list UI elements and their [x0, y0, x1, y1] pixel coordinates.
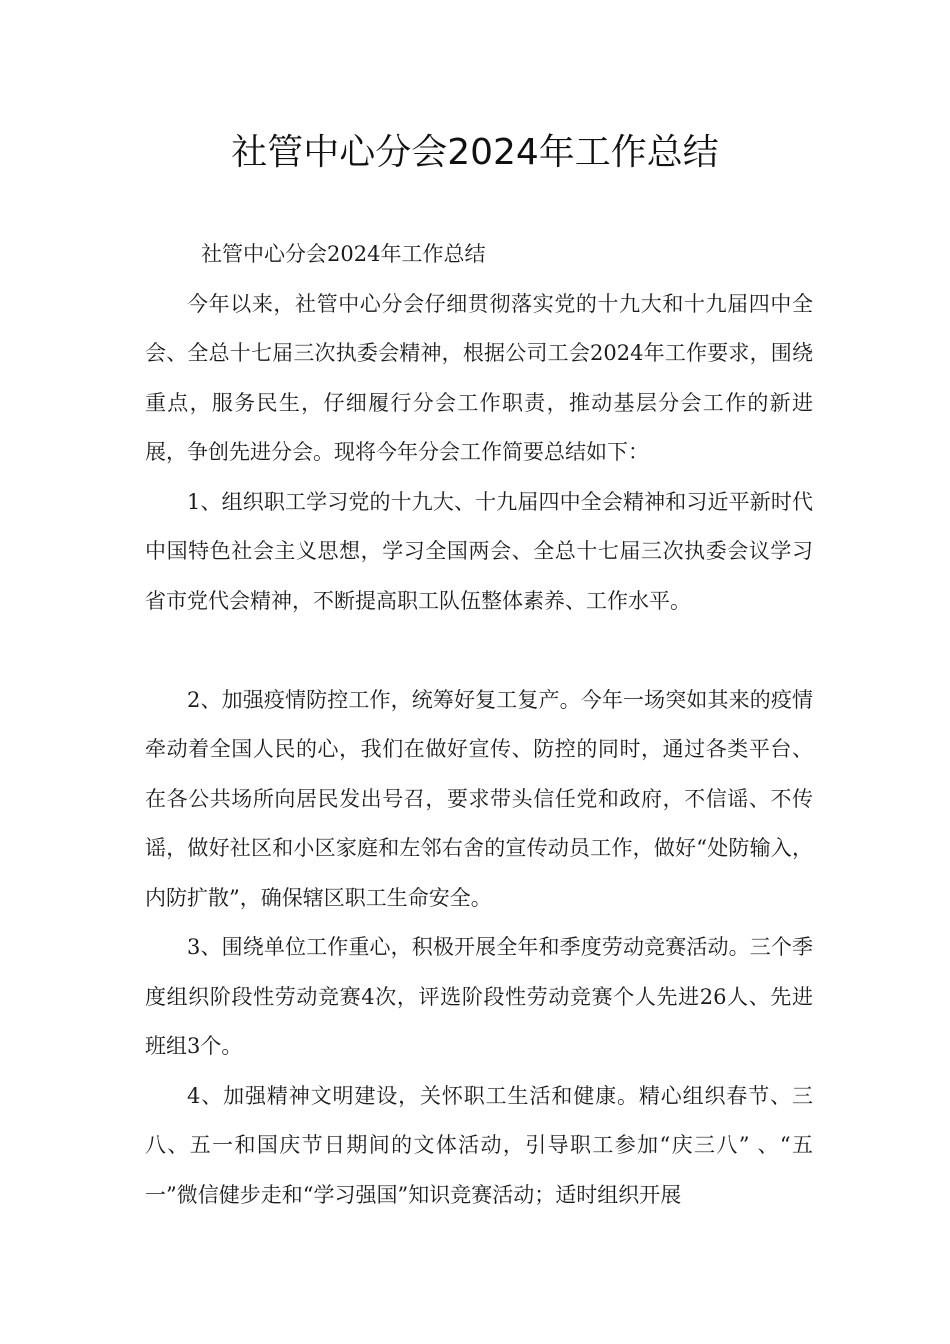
document-body: [145, 230, 813, 1220]
paragraph-item-1: 1、组织职工学习党的十九大、十九届四中全会精神和习近平新时代中国特色社会主义思想，学习全国两会、全总十七届三次执委会议学习省市党代会精神，不断提高职工队伍整体素养、工作水平。: [145, 489, 813, 613]
document-subtitle: 社管中心分会2024年工作总结: [201, 242, 486, 266]
document-title: 社管中心分会2024年工作总结: [231, 132, 719, 173]
paragraph-item-2: 2、加强疫情防控工作，统筹好复工复产。今年一场突如其来的疫情牵动着全国人民的心，我们在做好宣传、防控的同时，通过各类平台、在各公共场所向居民发出号召，要求带头信任党和政府，不信谣、不传谣，做好社区和小区家庭和左邻右舍的宣传动员工作，做好“处防输入，内防扩散”，确保辖区职工生命安全。: [145, 687, 813, 910]
blank-line: [145, 626, 813, 676]
paragraph-item-4: 4、加强精神文明建设，关怀职工生活和健康。精心组织春节、三八、五一和国庆节日期间的文体活动，引导职工参加“庆三八” 、“五一”微信健步走和“学习强国”知识竞赛活动；适时组织开展: [145, 1083, 813, 1207]
paragraph-intro: 今年以来，社管中心分会仔细贯彻落实党的十九大和十九届四中全会、全总十七届三次执委会精神，根据公司工会2024年工作要求，围绕重点，服务民生，仔细履行分会工作职责，推动基层分会工作的新进展，争创先进分会。现将今年分会工作简要总结如下：: [145, 291, 813, 464]
paragraph-item-3: 3、围绕单位工作重心，积极开展全年和季度劳动竞赛活动。三个季度组织阶段性劳动竞赛4次，评选阶段性劳动竞赛个人先进26人、先进班组3个。: [145, 935, 813, 1058]
